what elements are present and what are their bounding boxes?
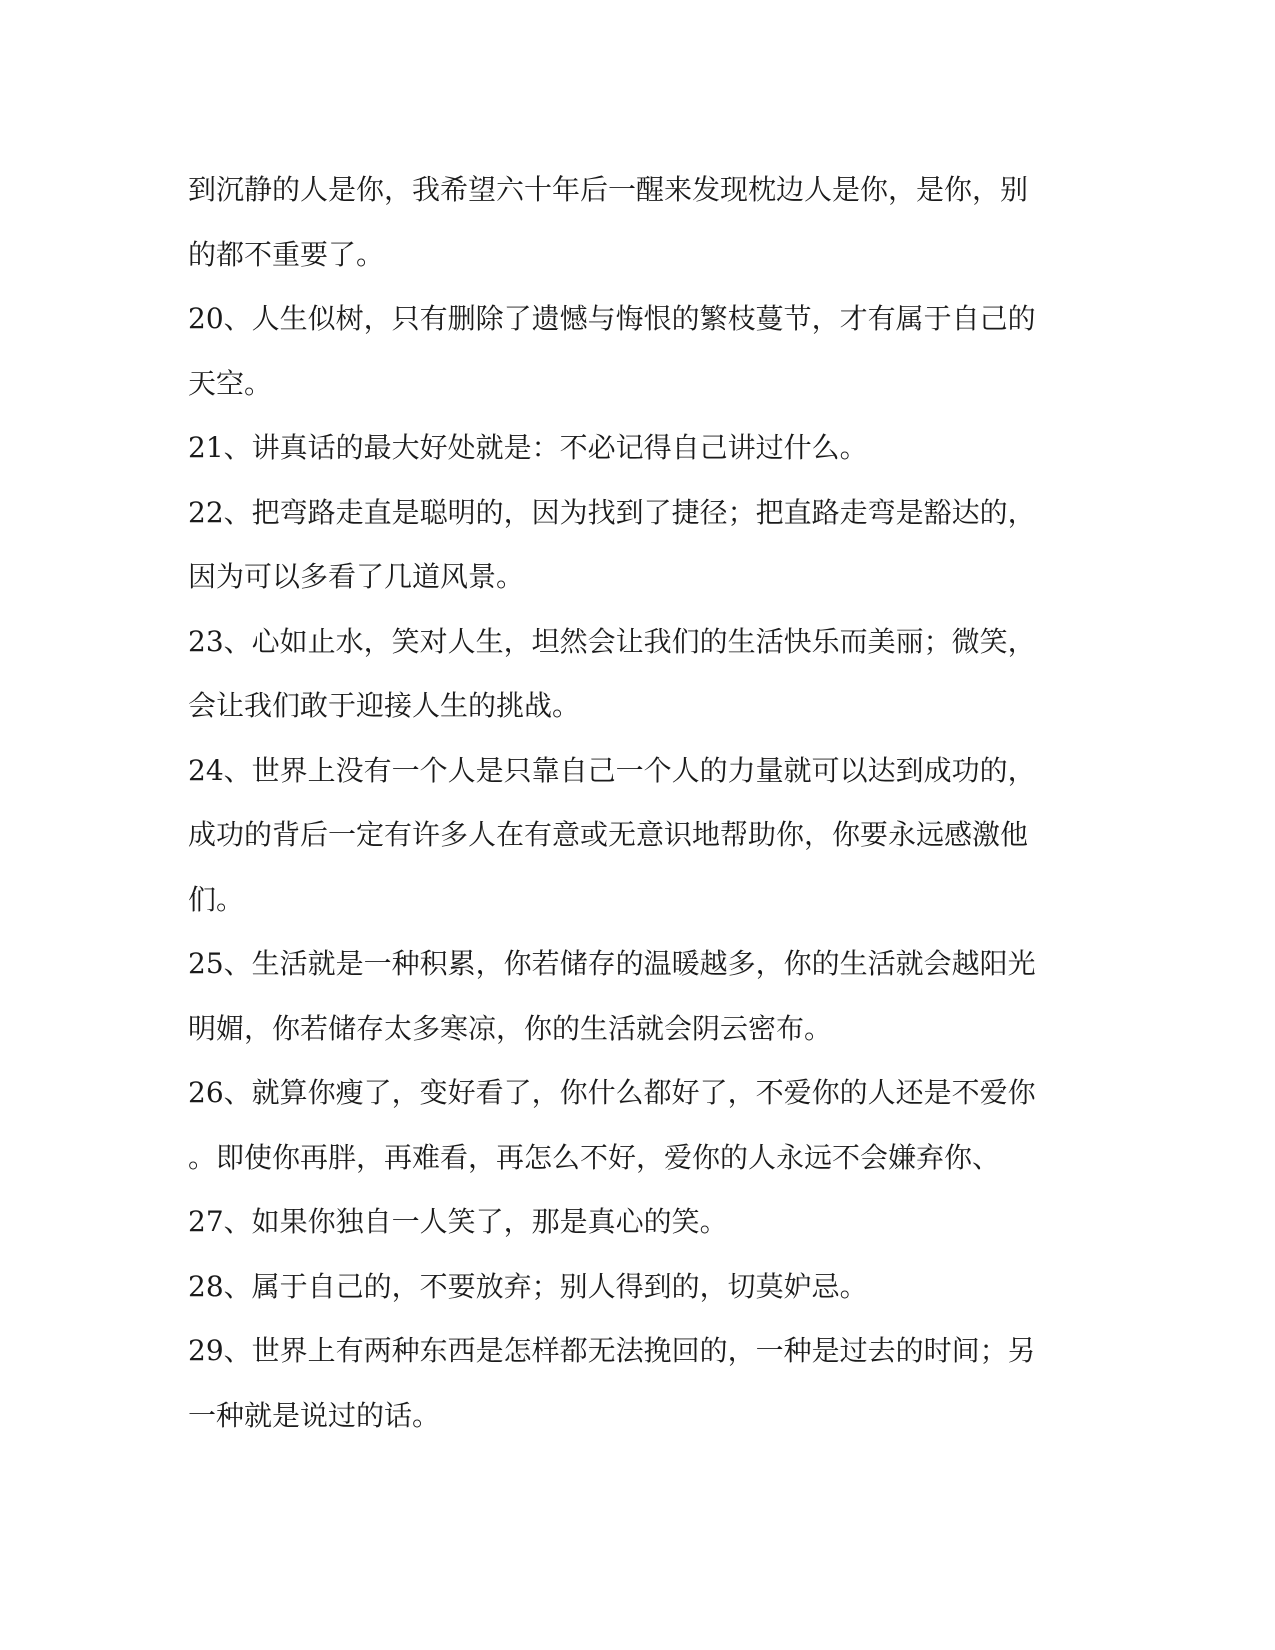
text-line: 20、人生似树，只有删除了遗憾与悔恨的繁枝蔓节，才有属于自己的 xyxy=(188,302,1036,335)
text-line: 会让我们敢于迎接人生的挑战。 xyxy=(188,689,581,722)
text-line: 26、就算你瘦了，变好看了，你什么都好了，不爱你的人还是不爱你 xyxy=(188,1076,1036,1109)
text-line: 明媚，你若储存太多寒凉，你的生活就会阴云密布。 xyxy=(188,1011,833,1045)
text-line: 到沉静的人是你，我希望六十年后一醒来发现枕边人是你，是你，别 xyxy=(188,173,1029,206)
text-line: 因为可以多看了几道风景。 xyxy=(188,560,525,593)
text-line: 天空。 xyxy=(188,366,273,400)
text-line: 的都不重要了。 xyxy=(188,237,385,271)
text-line: 成功的背后一定有许多人在有意或无意识地帮助你，你要永远感激他 xyxy=(188,818,1029,851)
text-line: 22、把弯路走直是聪明的，因为找到了捷径；把直路走弯是豁达的， xyxy=(188,495,1036,529)
text-line: 一种就是说过的话。 xyxy=(188,1398,441,1432)
document-body xyxy=(188,158,1068,1448)
text-line: 。即使你再胖，再难看，再怎么不好，爱你的人永远不会嫌弃你、 xyxy=(188,1140,1001,1174)
text-line: 24、世界上没有一个人是只靠自己一个人的力量就可以达到成功的， xyxy=(188,753,1036,787)
text-line: 27、如果你独自一人笑了，那是真心的笑。 xyxy=(188,1205,728,1238)
text-line: 25、生活就是一种积累，你若储存的温暖越多，你的生活就会越阳光 xyxy=(188,947,1036,980)
text-line: 21、讲真话的最大好处就是：不必记得自己讲过什么。 xyxy=(188,431,868,464)
text-line: 28、属于自己的，不要放弃；别人得到的，切莫妒忌。 xyxy=(188,1269,868,1303)
text-line: 23、心如止水，笑对人生，坦然会让我们的生活快乐而美丽；微笑， xyxy=(188,624,1036,658)
text-line: 29、世界上有两种东西是怎样都无法挽回的，一种是过去的时间；另 xyxy=(188,1334,1036,1367)
text-line: 们。 xyxy=(188,882,245,916)
